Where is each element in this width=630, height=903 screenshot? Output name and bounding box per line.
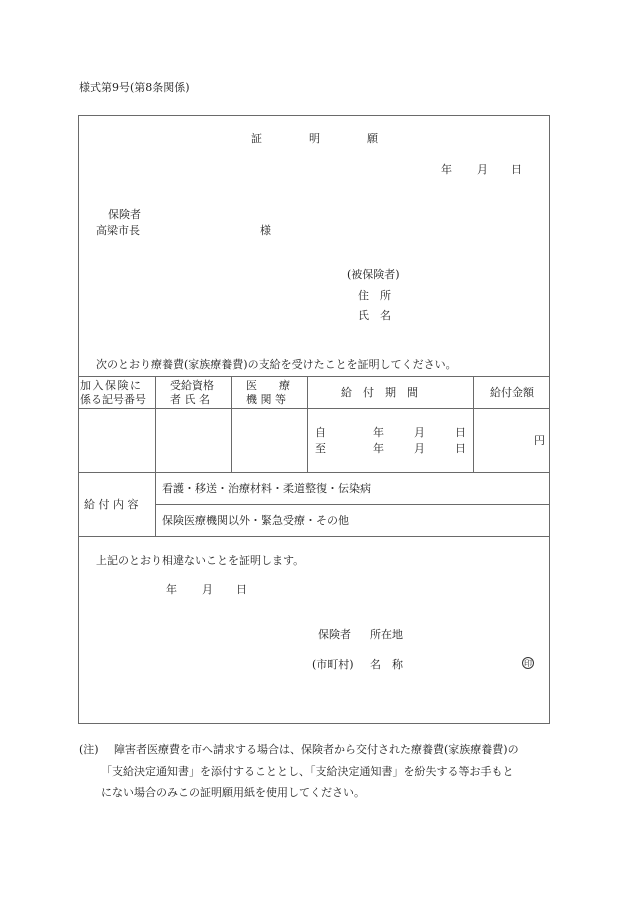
period-to-year: 年 <box>373 442 384 455</box>
certification-text: 上記のとおり相違ないことを証明します。 <box>96 554 305 567</box>
table-bottom-line <box>78 536 550 537</box>
header-insurance-number-l1: 加入保険に <box>80 379 143 392</box>
date-day: 日 <box>511 163 522 176</box>
cert-location-label: 所在地 <box>370 628 403 641</box>
header-institution-l1: 医 療 <box>246 379 290 392</box>
col-line-4 <box>473 376 474 472</box>
cert-name-label: 名 称 <box>370 658 403 671</box>
addressee-honorific: 様 <box>260 224 271 237</box>
note-line-2: 「支給決定通知書」を添付することとし、「支給決定通知書」を紛失する等お手もと <box>101 765 514 778</box>
heading-char-3: 願 <box>367 132 378 145</box>
period-to-month: 月 <box>414 442 425 455</box>
table-row-bottom-line <box>78 472 550 473</box>
heading-char-1: 証 <box>251 132 262 145</box>
seal-mark-icon: 印 <box>524 659 532 668</box>
form-number: 様式第9号(第8条関係) <box>79 81 190 94</box>
benefit-option-2: 保険医療機関以外・緊急受療・その他 <box>162 514 349 527</box>
insured-label: (被保険者) <box>347 268 400 281</box>
header-institution-l2: 機 関 等 <box>246 393 286 406</box>
header-recipient-l1: 受給資格 <box>170 379 214 392</box>
period-from-day: 日 <box>455 426 466 439</box>
benefit-divider-line <box>155 504 550 505</box>
table-top-line <box>78 376 550 377</box>
cert-municipality-label: (市町村) <box>312 658 354 671</box>
date-year: 年 <box>441 163 452 176</box>
period-to: 至 <box>315 442 326 455</box>
insured-address-label: 住 所 <box>358 289 391 302</box>
col-line-1 <box>155 376 156 536</box>
table-header-bottom-line <box>78 408 550 409</box>
period-from: 自 <box>315 426 326 439</box>
benefit-option-1: 看護・移送・治療材料・柔道整復・伝染病 <box>162 482 371 495</box>
request-text: 次のとおり療養費(家族療養費)の支給を受けたことを証明してください。 <box>96 358 457 371</box>
heading-char-2: 明 <box>309 132 320 145</box>
note-line-1: 障害者医療費を市へ請求する場合は、保険者から交付された療養費(家族療養費)の <box>114 743 519 756</box>
insured-name-label: 氏 名 <box>358 309 391 322</box>
note-prefix: (注) <box>79 743 99 756</box>
header-insurance-number-l2: 係る記号番号 <box>80 393 146 406</box>
header-recipient-l2: 者 氏 名 <box>170 393 210 406</box>
form-box <box>78 115 550 724</box>
benefit-label: 給 付 内 容 <box>84 498 139 511</box>
period-from-year: 年 <box>373 426 384 439</box>
header-amount: 給付金額 <box>490 386 534 399</box>
cert-month: 月 <box>202 583 213 596</box>
col-line-3 <box>307 376 308 472</box>
addressee-insurer: 保険者 <box>108 208 141 221</box>
cert-day: 日 <box>236 583 247 596</box>
cert-year: 年 <box>166 583 177 596</box>
date-month: 月 <box>477 163 488 176</box>
addressee-mayor: 高梁市長 <box>96 224 140 237</box>
period-from-month: 月 <box>414 426 425 439</box>
amount-unit: 円 <box>534 434 545 447</box>
period-to-day: 日 <box>455 442 466 455</box>
header-period: 給 付 期 間 <box>341 386 418 399</box>
cert-insurer-label: 保険者 <box>318 628 351 641</box>
col-line-2 <box>231 376 232 472</box>
note-line-3: にない場合のみこの証明願用紙を使用してください。 <box>101 786 365 799</box>
